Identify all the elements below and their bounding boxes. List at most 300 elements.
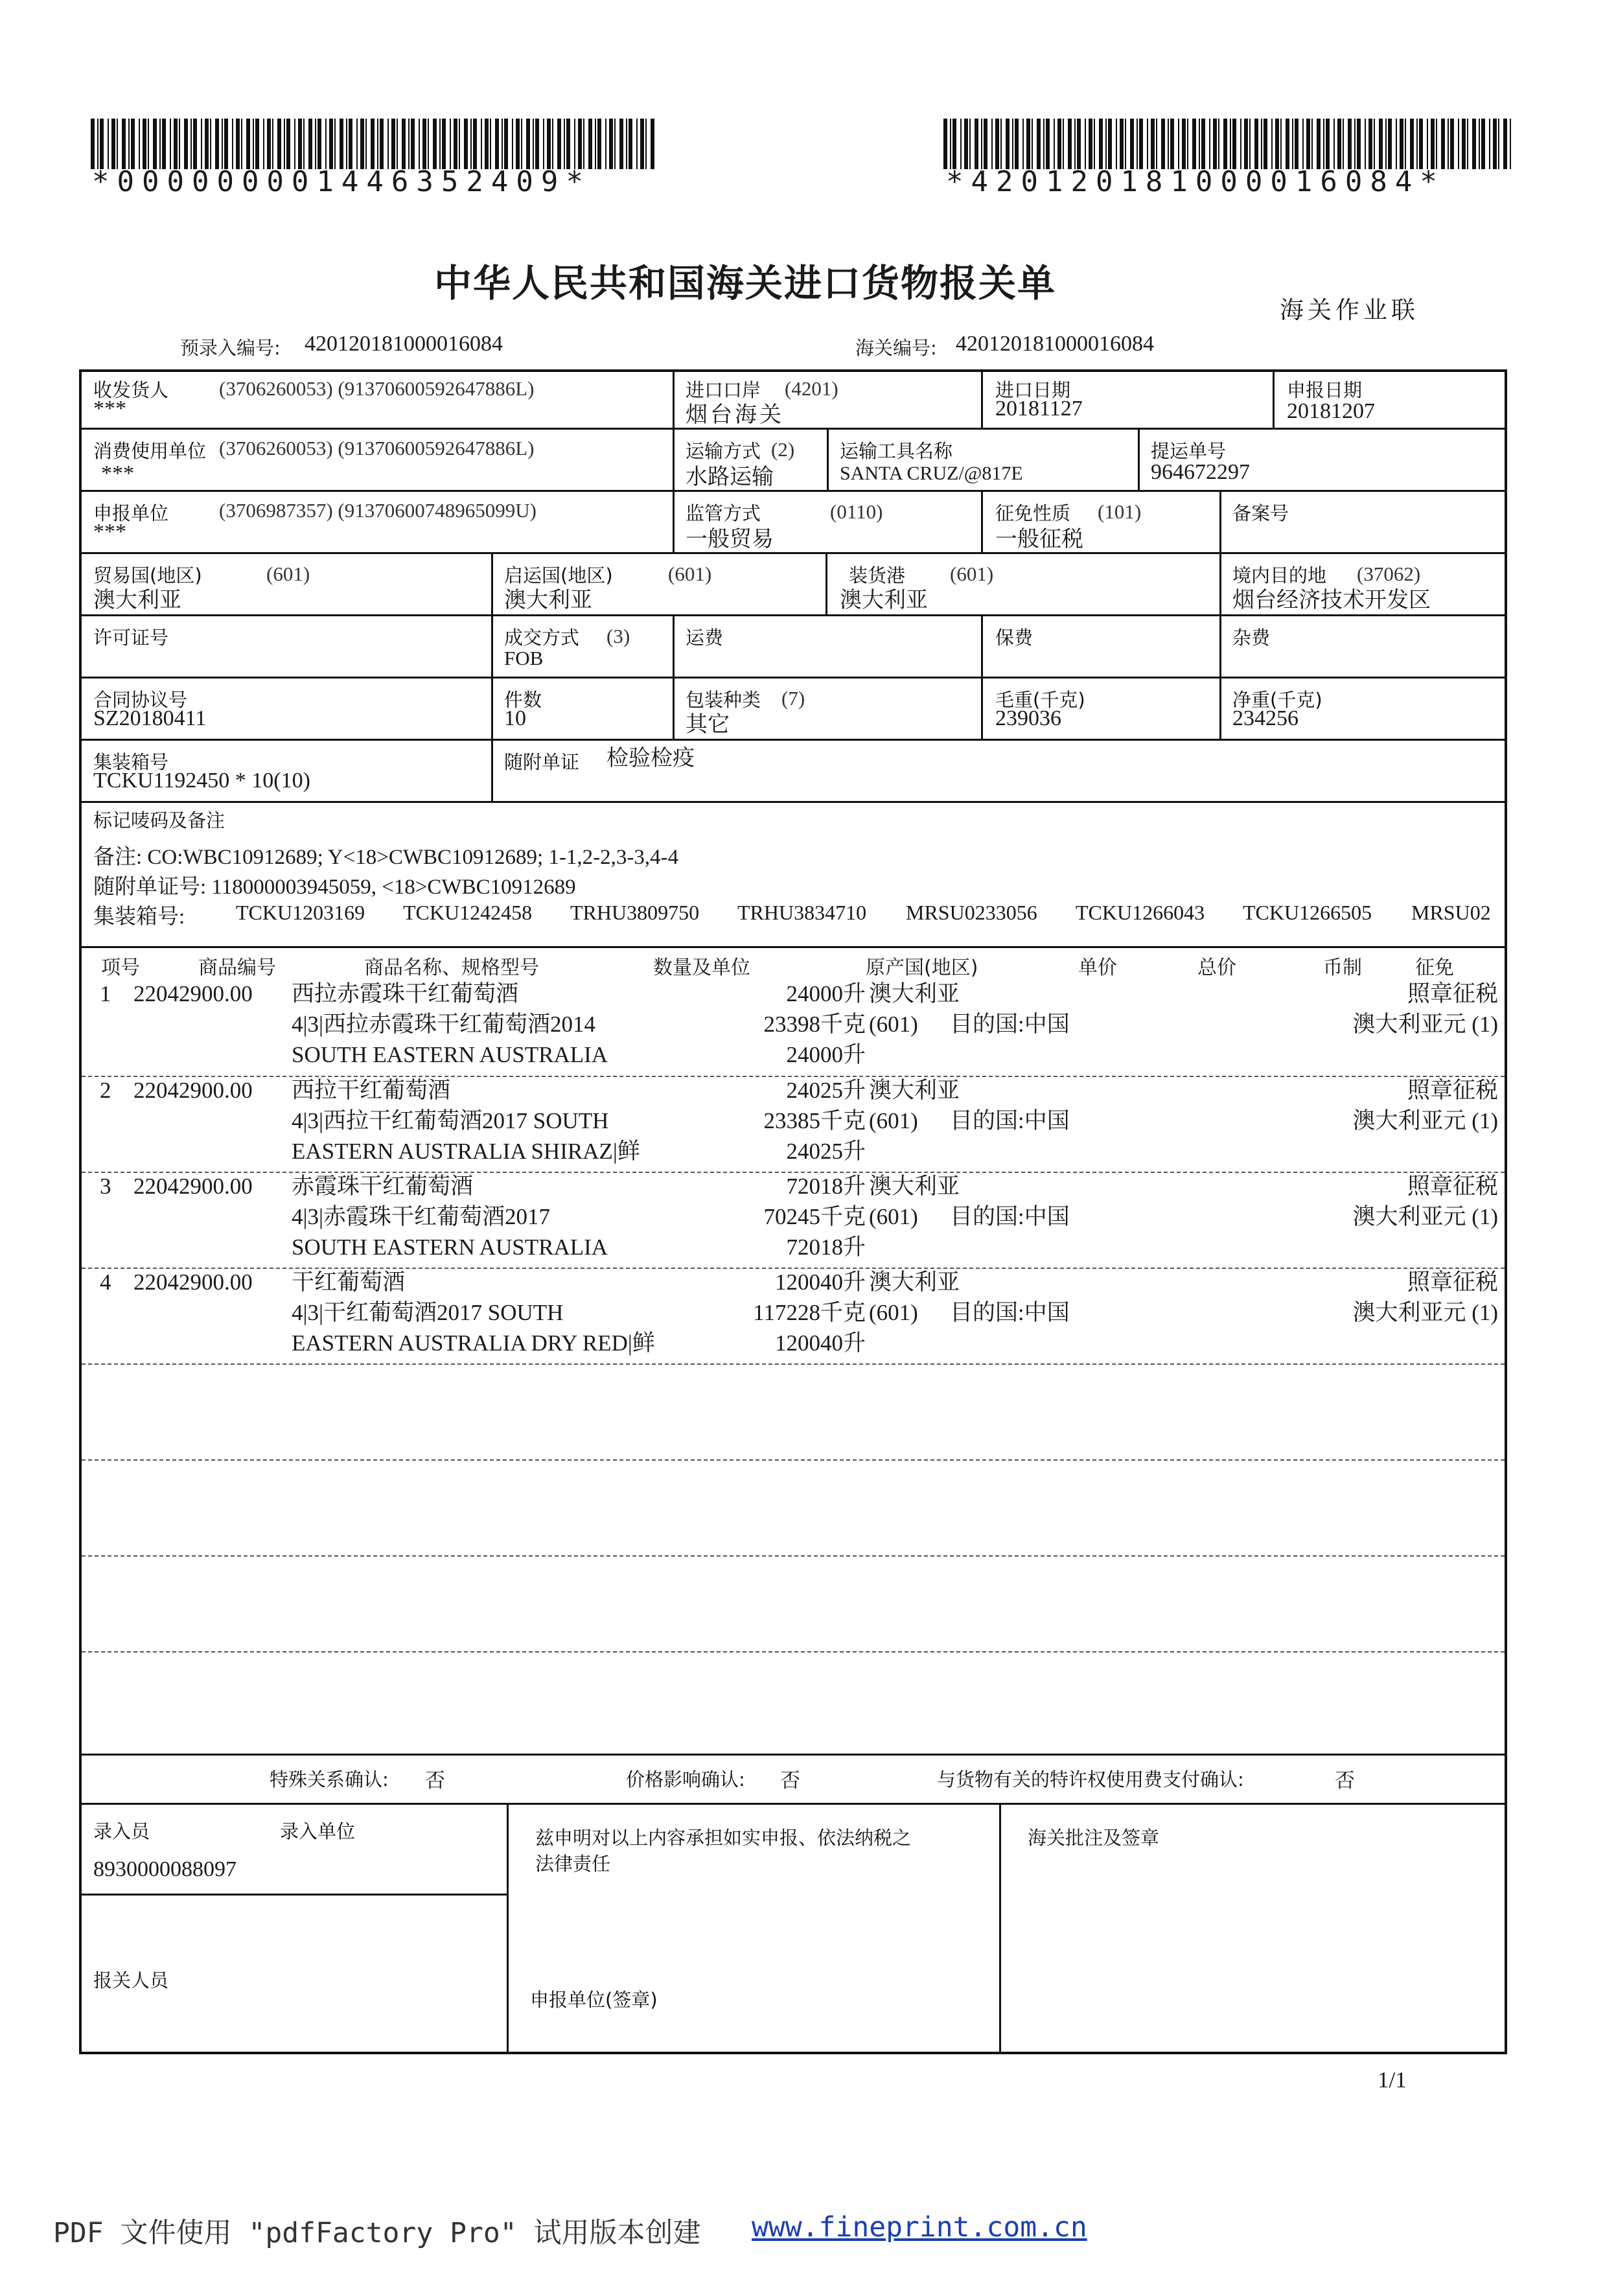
- barcode-bar: [1223, 119, 1227, 169]
- barcode-bar: [1187, 119, 1188, 169]
- container-number: TCKU1266043: [1076, 901, 1205, 924]
- goods-header-levy: 征免: [1415, 957, 1454, 979]
- destination-code: (37062): [1357, 562, 1421, 585]
- goods-code: 22042900.00: [133, 981, 253, 1006]
- barcode-bar: [1244, 119, 1248, 169]
- goods-currency: 澳大利亚元 (1): [1352, 1204, 1498, 1229]
- container-number: TCKU1266505: [1243, 901, 1372, 924]
- barcode-bar: [1130, 119, 1134, 169]
- right-barcode: [943, 119, 1514, 169]
- barcode-bar: [1410, 119, 1414, 169]
- goods-spec: 4|3|赤霞珠干红葡萄酒2017: [292, 1204, 551, 1229]
- barcode-bar: [139, 119, 140, 169]
- barcode-bar: [1116, 119, 1117, 169]
- goods-qty-weight: 23385千克: [763, 1108, 866, 1133]
- right-barcode-text: *420120181000016084*: [946, 165, 1445, 198]
- barcode-bar: [1240, 119, 1241, 169]
- barcode-bar: [255, 119, 259, 169]
- barcode-bar: [502, 119, 503, 169]
- departure-country-label: 启运国(地区): [504, 564, 613, 586]
- destination-value: 烟台经济技术开发区: [1232, 588, 1431, 612]
- barcode-bar: [408, 119, 410, 169]
- barcode-bar: [1182, 119, 1186, 169]
- remarks-label: 标记唛码及备注: [93, 809, 225, 831]
- barcode-bar: [1354, 119, 1356, 169]
- contract-value: SZ20180411: [93, 706, 207, 730]
- barcode-bar: [1368, 119, 1372, 169]
- barcode-bar: [1006, 119, 1010, 169]
- customs-approval-label: 海关批注及签章: [1028, 1827, 1160, 1849]
- barcode-bar: [1000, 119, 1002, 169]
- container-label: 集装箱号: [93, 751, 169, 773]
- declaration-statement-2: 法律责任: [535, 1853, 611, 1875]
- goods-header-total: 总价: [1197, 957, 1236, 979]
- entry-port-code: (4201): [785, 377, 838, 400]
- barcode-bar: [543, 119, 544, 169]
- goods-qty-primary: 24025升: [786, 1078, 866, 1103]
- barcode-bar: [1323, 119, 1324, 169]
- barcode-bar: [253, 119, 254, 169]
- barcode-bar: [308, 119, 312, 169]
- barcode-bar: [626, 119, 627, 169]
- barcode-bar: [422, 119, 426, 169]
- barcode-bar: [1105, 119, 1107, 169]
- left-barcode-text: *000000001446352409*: [92, 165, 591, 198]
- barcode-bar: [1405, 119, 1406, 169]
- barcode-bar: [1156, 119, 1157, 169]
- barcode-bar: [1365, 119, 1366, 169]
- barcode-bar: [1374, 119, 1375, 169]
- barcode-bar: [481, 119, 482, 169]
- goods-dest: 目的国:中国: [950, 1204, 1070, 1229]
- barcode-bar: [428, 119, 429, 169]
- misc-label: 杂费: [1232, 627, 1271, 649]
- barcode-bar: [1232, 119, 1236, 169]
- goods-qty-weight: 23398千克: [763, 1012, 866, 1037]
- barcode-bar: [224, 119, 228, 169]
- record-label: 备案号: [1232, 502, 1289, 524]
- trade-country-value: 澳大利亚: [93, 588, 181, 612]
- barcode-bar: [1077, 119, 1081, 169]
- barcode-bar: [1472, 119, 1476, 169]
- goods-qty-primary: 120040升: [774, 1270, 866, 1295]
- barcode-bar: [179, 119, 180, 169]
- barcode-bar: [614, 119, 616, 169]
- barcode-bar: [1046, 119, 1050, 169]
- goods-spec-en: SOUTH EASTERN AUSTRALIA: [292, 1235, 608, 1260]
- barcode-bar: [1209, 119, 1210, 169]
- goods-header-name: 商品名称、规格型号: [364, 957, 539, 979]
- barcode-bar: [1441, 119, 1445, 169]
- remarks-containers-label: 集装箱号:: [93, 905, 185, 929]
- gross-value: 239036: [995, 706, 1061, 730]
- remarks-line-2: 随附单证号: 118000003945059, <18>CWBC10912689: [93, 875, 576, 899]
- entry-unit-label: 录入单位: [280, 1820, 356, 1842]
- declare-date-label: 申报日期: [1287, 379, 1363, 401]
- preentry-label: 预录入编号:: [180, 337, 281, 359]
- pieces-label: 件数: [504, 689, 542, 711]
- barcode-bar: [1125, 119, 1126, 169]
- goods-row: [82, 979, 1505, 1074]
- goods-origin: 澳大利亚: [869, 981, 960, 1006]
- packing-code: (7): [781, 687, 805, 710]
- royalty-value: 否: [1335, 1769, 1355, 1792]
- barcode-bar: [526, 119, 530, 169]
- barcode-bar: [272, 119, 273, 169]
- goods-name: 赤霞珠干红葡萄酒: [292, 1174, 474, 1199]
- barcode-bar: [111, 119, 115, 169]
- barcode-bar: [975, 119, 978, 169]
- barcode-bar: [1012, 119, 1013, 169]
- container-number: TCKU1203169: [236, 901, 365, 924]
- left-barcode: [91, 119, 654, 169]
- goods-dest: 目的国:中国: [950, 1108, 1070, 1133]
- goods-header-origin: 原产国(地区): [866, 957, 978, 979]
- declarant-value: ***: [93, 520, 126, 544]
- barcode-bar: [128, 119, 130, 169]
- barcode-bar: [325, 119, 327, 169]
- barcode-bar: [298, 119, 302, 169]
- consumer-codes: (3706260053) (91370600592647886L): [219, 437, 535, 459]
- barcode-bar: [391, 119, 395, 169]
- barcode-bar: [419, 119, 420, 169]
- barcode-bar: [960, 119, 962, 169]
- barcode-bar: [1178, 119, 1179, 169]
- consignee-label: 收发货人: [93, 379, 169, 401]
- barcode-bar: [1431, 119, 1435, 169]
- declare-date-value: 20181207: [1287, 399, 1375, 423]
- barcode-bar: [1479, 119, 1480, 169]
- goods-qty-weight: 117228千克: [753, 1300, 866, 1325]
- container-number: MRSU02: [1411, 901, 1491, 924]
- barcode-bar: [552, 119, 553, 169]
- barcode-bar: [1218, 119, 1219, 169]
- barcode-bar: [277, 119, 281, 169]
- preentry-no: 420120181000016084: [305, 332, 503, 356]
- barcode-bar: [215, 119, 219, 169]
- barcode-bar: [1510, 119, 1511, 169]
- goods-currency: 澳大利亚元 (1): [1352, 1012, 1498, 1037]
- barcode-bar: [1249, 119, 1251, 169]
- barcode-bar: [473, 119, 477, 169]
- levy-code: (101): [1098, 500, 1142, 523]
- barcode-bar: [1280, 119, 1282, 169]
- destination-label: 境内目的地: [1232, 564, 1327, 586]
- packing-label: 包装种类: [686, 689, 761, 711]
- declarant-label: 申报单位: [93, 502, 169, 524]
- declarant-seal-label: 申报单位(签章): [530, 1989, 658, 2011]
- barcode-bar: [263, 119, 264, 169]
- barcode-bar: [222, 119, 223, 169]
- barcode-bar: [1448, 119, 1449, 169]
- barcode-bar: [356, 119, 358, 169]
- goods-name: 西拉干红葡萄酒: [292, 1078, 451, 1103]
- barcode-bar: [943, 119, 947, 169]
- barcode-bar: [605, 119, 606, 169]
- barcode-bar: [97, 119, 98, 169]
- barcode-bar: [380, 119, 384, 169]
- barcode-bar: [1170, 119, 1174, 169]
- goods-header-code: 商品编号: [198, 957, 276, 979]
- levy-label: 征免性质: [995, 502, 1071, 524]
- barcode-bar: [131, 119, 135, 169]
- barcode-bar: [442, 119, 446, 169]
- barcode-bar: [578, 119, 582, 169]
- barcode-bar: [377, 119, 378, 169]
- copy-label: 海关作业联: [1280, 296, 1419, 324]
- trade-country-label: 贸易国(地区): [93, 564, 202, 586]
- goods-origin: 澳大利亚: [869, 1270, 960, 1295]
- goods-code: 22042900.00: [133, 1174, 253, 1199]
- barcode-bar: [1302, 119, 1304, 169]
- goods-header-unit-price: 单价: [1078, 957, 1117, 979]
- barcode-bar: [246, 119, 250, 169]
- net-label: 净重(千克): [1232, 689, 1322, 711]
- goods-currency: 澳大利亚元 (1): [1352, 1300, 1498, 1325]
- barcode-bar: [1068, 119, 1072, 169]
- goods-qty-weight: 70245千克: [763, 1204, 866, 1229]
- barcode-bar: [1043, 119, 1045, 169]
- barcode-bar: [969, 119, 971, 169]
- barcode-bar: [1385, 119, 1387, 169]
- barcode-bar: [122, 119, 126, 169]
- goods-spec-en: EASTERN AUSTRALIA SHIRAZ|鲜: [292, 1139, 640, 1164]
- container-value: TCKU1192450 * 10(10): [93, 769, 310, 793]
- barcode-bar: [1192, 119, 1196, 169]
- special-relation-value: 否: [425, 1769, 445, 1792]
- goods-origin-code: (601): [869, 1300, 918, 1325]
- goods-levy: 照章征税: [1407, 1174, 1498, 1199]
- page-number: 1/1: [1378, 2067, 1407, 2093]
- import-date-label: 进口日期: [995, 379, 1071, 401]
- customs-no: 420120181000016084: [956, 332, 1154, 356]
- entry-value: 8930000088097: [93, 1857, 237, 1881]
- barcode-bar: [349, 119, 352, 169]
- barcode-bar: [1503, 119, 1507, 169]
- barcode-bar: [595, 119, 596, 169]
- barcode-bar: [148, 119, 149, 169]
- barcode-bar: [1348, 119, 1352, 169]
- barcode-bar: [1489, 119, 1490, 169]
- goods-origin-code: (601): [869, 1012, 918, 1037]
- container-number: MRSU0233056: [906, 901, 1037, 924]
- barcode-bar: [1089, 119, 1092, 169]
- barcode-bar: [162, 119, 166, 169]
- barcode-bar: [439, 119, 441, 169]
- barcode-bar: [201, 119, 202, 169]
- barcode-bar: [952, 119, 956, 169]
- barcode-bar: [495, 119, 499, 169]
- barcode-bar: [1213, 119, 1217, 169]
- barcode-bar: [1419, 119, 1423, 169]
- goods-header-qty: 数量及单位: [653, 957, 750, 979]
- transport-mode-label: 运输方式: [686, 440, 761, 462]
- barcode-bar: [1326, 119, 1330, 169]
- barcode-bar: [241, 119, 242, 169]
- barcode-bar: [1458, 119, 1459, 169]
- barcode-bar: [1074, 119, 1076, 169]
- insurance-label: 保费: [995, 627, 1033, 649]
- barcode-bar: [1275, 119, 1279, 169]
- barcode-bar: [284, 119, 285, 169]
- page-title: 中华人民共和国海关进口货物报关单: [434, 261, 1057, 305]
- barcode-bar: [365, 119, 367, 169]
- barcode-bar: [1357, 119, 1361, 169]
- barcode-bar: [1467, 119, 1468, 169]
- barcode-bar: [1388, 119, 1392, 169]
- trade-country-code: (601): [266, 562, 310, 585]
- barcode-bar: [108, 119, 109, 169]
- barcode-bar: [190, 119, 192, 169]
- goods-origin-code: (601): [869, 1108, 918, 1133]
- barcode-bar: [564, 119, 565, 169]
- barcode-bar: [1108, 119, 1112, 169]
- pdf-watermark-link[interactable]: www.fineprint.com.cn: [752, 2211, 1087, 2244]
- barcode-bar: [450, 119, 451, 169]
- goods-row: [82, 1075, 1505, 1171]
- contract-label: 合同协议号: [93, 689, 188, 711]
- barcode-bar: [1379, 119, 1383, 169]
- price-impact-value: 否: [780, 1769, 800, 1792]
- barcode-bar: [1462, 119, 1466, 169]
- barcode-bar: [329, 119, 333, 169]
- goods-origin-code: (601): [869, 1204, 918, 1229]
- barcode-bar: [153, 119, 157, 169]
- barcode-bar: [1436, 119, 1437, 169]
- goods-levy: 照章征税: [1407, 981, 1498, 1006]
- deal-mode-value: FOB: [504, 647, 544, 669]
- barcode-bar: [597, 119, 601, 169]
- barcode-bar: [184, 119, 188, 169]
- goods-qty-secondary: 24000升: [786, 1042, 866, 1067]
- barcode-bar: [1032, 119, 1033, 169]
- barcode-bar: [193, 119, 197, 169]
- supervision-code: (0110): [830, 500, 883, 523]
- license-label: 许可证号: [93, 627, 169, 649]
- barcode-bar: [1400, 119, 1403, 169]
- barcode-bar: [459, 119, 460, 169]
- goods-no: 4: [100, 1270, 111, 1295]
- freight-label: 运费: [686, 627, 724, 649]
- barcode-bar: [995, 119, 999, 169]
- barcode-bar: [1120, 119, 1124, 169]
- goods-spec-en: SOUTH EASTERN AUSTRALIA: [292, 1042, 608, 1067]
- barcode-bar: [1306, 119, 1310, 169]
- barcode-bar: [1295, 119, 1299, 169]
- barcode-bar: [557, 119, 561, 169]
- barcode-bar: [170, 119, 171, 169]
- barcode-bar: [315, 119, 316, 169]
- goods-header-currency: 币制: [1323, 957, 1362, 979]
- barcode-bar: [346, 119, 347, 169]
- barcode-bar: [232, 119, 233, 169]
- barcode-bar: [1094, 119, 1095, 169]
- goods-spec: 4|3|西拉赤霞珠干红葡萄酒2014: [292, 1012, 596, 1037]
- goods-name: 干红葡萄酒: [292, 1270, 406, 1295]
- barcode-bar: [303, 119, 305, 169]
- barcode-bar: [651, 119, 654, 169]
- barcode-bar: [521, 119, 522, 169]
- barcode-bar: [433, 119, 437, 169]
- pdf-watermark-text: PDF 文件使用 "pdfFactory Pro" 试用版本创建: [53, 2217, 701, 2249]
- barcode-bar: [1057, 119, 1061, 169]
- entry-clerk-label: 录入员: [93, 1820, 150, 1842]
- barcode-bar: [588, 119, 592, 169]
- pieces-value: 10: [504, 706, 526, 730]
- barcode-bar: [317, 119, 321, 169]
- entry-port-label: 进口口岸: [686, 379, 761, 401]
- barcode-bar: [205, 119, 209, 169]
- barcode-bar: [91, 119, 95, 169]
- barcode-bar: [1147, 119, 1148, 169]
- docs-label: 随附单证: [504, 751, 580, 773]
- barcode-bar: [454, 119, 457, 169]
- goods-currency: 澳大利亚元 (1): [1352, 1108, 1498, 1133]
- barcode-bar: [174, 119, 178, 169]
- barcode-bar: [629, 119, 632, 169]
- barcode-bar: [984, 119, 987, 169]
- barcode-bar: [1026, 119, 1030, 169]
- barcode-bar: [547, 119, 551, 169]
- barcode-bar: [360, 119, 364, 169]
- deal-mode-code: (3): [606, 625, 630, 647]
- barcode-bar: [1139, 119, 1143, 169]
- bl-value: 964672297: [1151, 460, 1250, 484]
- packing-value: 其它: [686, 713, 730, 737]
- barcode-bar: [504, 119, 508, 169]
- barcode-bar: [1063, 119, 1064, 169]
- barcode-bar: [286, 119, 290, 169]
- goods-qty-primary: 72018升: [786, 1174, 866, 1199]
- barcode-bar: [1254, 119, 1258, 169]
- goods-origin: 澳大利亚: [869, 1174, 960, 1199]
- loading-port-label: 装货港: [849, 564, 906, 586]
- barcode-bar: [470, 119, 472, 169]
- container-number: TCKU1242458: [403, 901, 533, 924]
- goods-name: 西拉赤霞珠干红葡萄酒: [292, 981, 519, 1006]
- barcode-bar: [294, 119, 295, 169]
- barcode-bar: [1085, 119, 1086, 169]
- goods-qty-secondary: 24025升: [786, 1139, 866, 1164]
- barcode-bar: [566, 119, 570, 169]
- goods-levy: 照章征税: [1407, 1078, 1498, 1103]
- barcode-bar: [1286, 119, 1289, 169]
- barcode-bar: [1037, 119, 1041, 169]
- barcode-bar: [1230, 119, 1231, 169]
- barcode-bar: [1261, 119, 1262, 169]
- goods-dest: 目的国:中国: [950, 1300, 1070, 1325]
- barcode-bar: [1311, 119, 1313, 169]
- royalty-label: 与货物有关的特许权使用费支付确认:: [937, 1768, 1244, 1791]
- broker-label: 报关人员: [93, 1969, 169, 1991]
- barcode-bar: [1022, 119, 1024, 169]
- special-relation-label: 特殊关系确认:: [270, 1768, 389, 1791]
- barcode-bar: [1264, 119, 1267, 169]
- barcode-bar: [485, 119, 489, 169]
- supervision-label: 监管方式: [686, 502, 761, 524]
- goods-spec: 4|3|西拉干红葡萄酒2017 SOUTH: [292, 1108, 609, 1133]
- barcode-bar: [1333, 119, 1335, 169]
- loading-port-value: 澳大利亚: [840, 588, 928, 612]
- supervision-value: 一般贸易: [686, 528, 774, 551]
- docs-value: 检验检疫: [606, 747, 695, 771]
- container-number: TRHU3834710: [737, 901, 867, 924]
- barcode-bar: [1168, 119, 1169, 169]
- import-date-value: 20181127: [995, 397, 1083, 421]
- consumer-value: ***: [101, 461, 134, 485]
- barcode-bar: [1337, 119, 1341, 169]
- barcode-bar: [609, 119, 613, 169]
